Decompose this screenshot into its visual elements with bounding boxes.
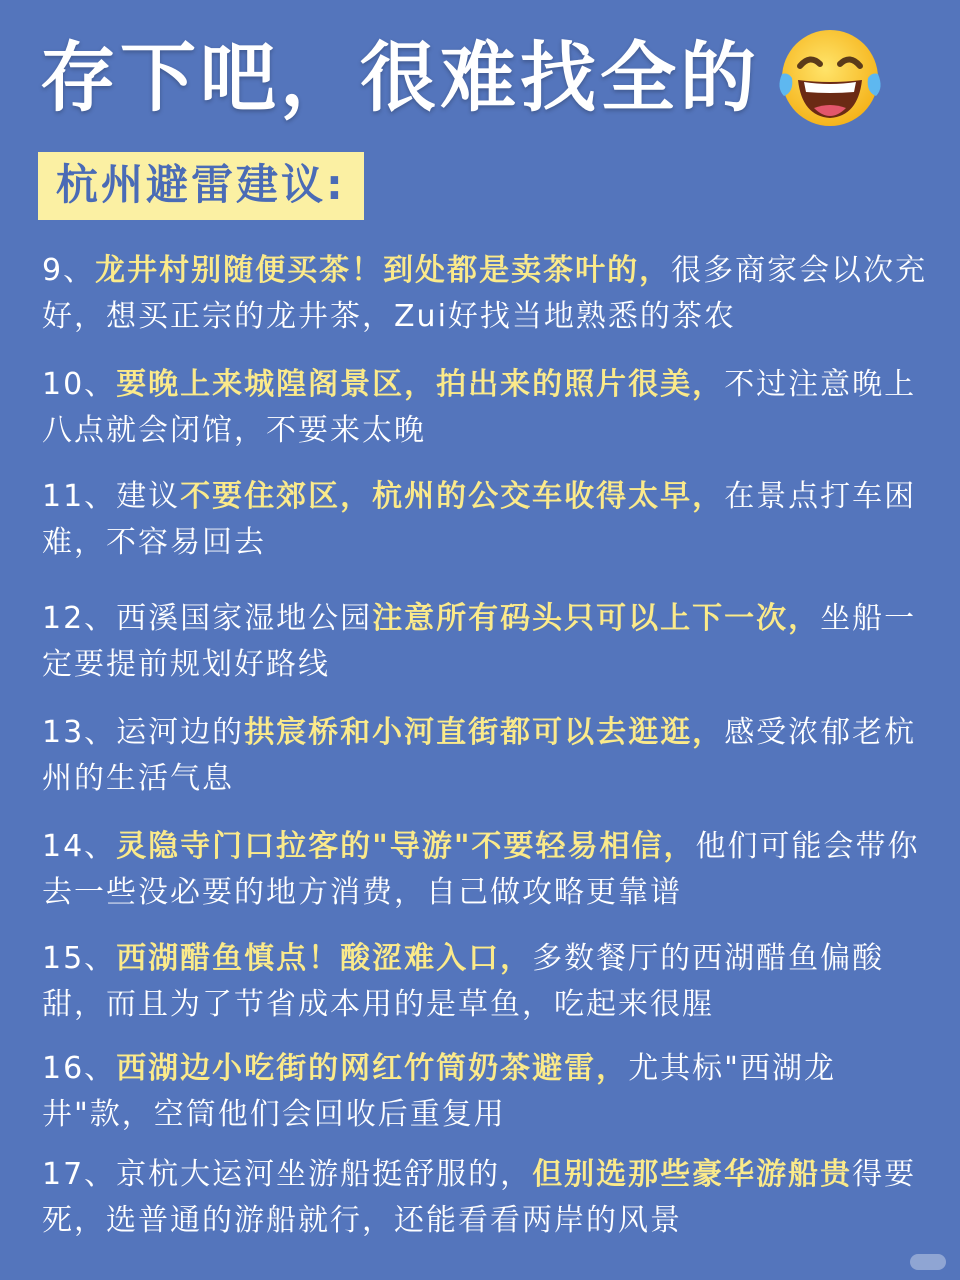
laughing-with-tears-emoji-icon (774, 22, 886, 134)
page-title: 存下吧，很难找全的 (40, 33, 760, 122)
list-item: 10、要晚上来城隍阁景区，拍出来的照片很美，不过注意晚上八点就会闭馆，不要来太晚 (42, 367, 917, 448)
list-item: 9、龙井村别随便买茶！到处都是卖茶叶的，很多商家会以次充好，想买正宗的龙井茶，Zui好找当地熟悉的茶农 (42, 253, 928, 334)
list-item: 14、灵隐寺门口拉客的"导游"不要轻易相信，他们可能会带你去一些没必要的地方消费，自己做攻略更靠谱 (42, 829, 920, 910)
list-item: 16、西湖边小吃街的网红竹筒奶茶避雷，尤其标"西湖龙井"款，空筒他们会回收后重复用 (42, 1051, 836, 1132)
list-item: 11、建议不要住郊区，杭州的公交车收得太早，在景点打车困难，不容易回去 (42, 479, 917, 560)
list-item: 13、运河边的拱宸桥和小河直街都可以去逛逛，感受浓郁老杭州的生活气息 (42, 715, 917, 796)
watermark-logo (910, 1254, 946, 1270)
list-item: 15、西湖醋鱼慎点！酸涩难入口，多数餐厅的西湖醋鱼偏酸甜，而且为了节省成本用的是草鱼，吃起来很腥 (42, 941, 885, 1022)
section-heading-box (38, 152, 364, 220)
list-item: 17、京杭大运河坐游船挺舒服的，但别选那些豪华游船贵得要死，选普通的游船就行，还能看看两岸的风景 (42, 1157, 917, 1238)
title-row (40, 22, 886, 134)
list-item: 12、西溪国家湿地公园注意所有码头只可以上下一次，坐船一定要提前规划好路线 (42, 601, 917, 682)
section-heading: 杭州避雷建议: (56, 160, 346, 209)
